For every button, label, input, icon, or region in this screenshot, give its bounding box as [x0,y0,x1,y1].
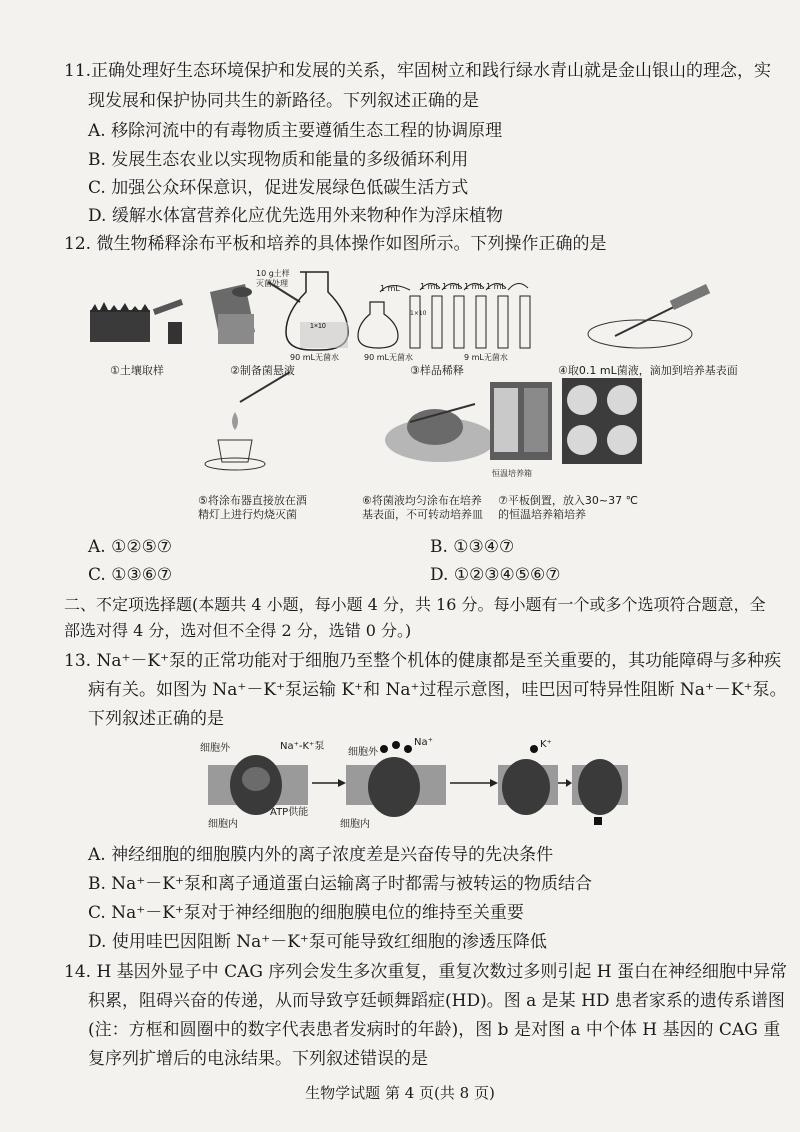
q11-option-b: B. 发展生态农业以实现物质和能量的多级循环利用 [88,150,469,170]
q13-figure [200,735,630,835]
q14-stem-line2: 积累，阻碍兴奋的传递，从而导致亨廷顿舞蹈症(HD)。图 a 是某 HD 患者家系的遗传系谱图 [88,991,785,1011]
na-label: Na⁺ [414,737,433,748]
q12-stem: 12. 微生物稀释涂布平板和培养的具体操作如图所示。下列操作正确的是 [64,234,607,254]
pump-state-3 [498,745,558,815]
incubator-label: 恒温培养箱 [492,469,532,478]
incubator-image [490,378,642,464]
section2-heading-line1: 二、不定项选择题(本题共 4 小题，每小题 4 分，共 16 分。每小题有一个或多个选项符合题意，全 [64,595,766,614]
q13-stem-line2: 病有关。如图为 Na⁺－K⁺泵运输 K⁺和 Na⁺过程示意图，哇巴因可特异性阻断 Na⁺－K⁺泵。 [88,680,787,700]
q13-option-b: B. Na⁺－K⁺泵和离子通道蛋白运输离子时都需与被转运的物质结合 [88,874,592,894]
step2-caption: ②制备菌悬液 [230,364,295,377]
spreading-plate-image [385,404,495,462]
q11-option-d: D. 缓解水体富营养化应优先选用外来物种作为浮床植物 [88,206,503,226]
step1-caption: ①土壤取样 [110,364,164,377]
q14-stem-line4: 复序列扩增后的电泳结果。下列叙述错误的是 [88,1049,428,1069]
step6-caption-line1: ⑥将菌液均匀涂布在培养 [362,494,482,507]
microbe-procedure-diagram [80,262,760,532]
q11-option-c: C. 加强公众环保意识，促进发展绿色低碳生活方式 [88,178,469,198]
q13-stem-line3: 下列叙述正确的是 [88,709,224,729]
inside2-label: 细胞内 [340,819,370,830]
q13-option-d: D. 使用哇巴因阻断 Na⁺－K⁺泵可能导致红细胞的渗透压降低 [88,932,547,952]
q12-option-a: A. ①②⑤⑦ [88,537,173,557]
q14-stem-line3: (注：方框和圆圈中的数字代表患者发病时的年龄)，图 b 是对图 a 中个体 H 基因的 CAG 重 [88,1020,781,1040]
q14-stem-line1: 14. H 基因外显子中 CAG 序列会发生多次重复，重复次数过多则引起 H 蛋白在神经细胞中异常 [64,962,787,982]
page-footer: 生物学试题 第 4 页(共 8 页) [305,1084,495,1102]
na-k-pump-diagram [200,735,630,835]
tubes-water-label: 9 mL无菌水 [464,353,508,362]
q12-option-b: B. ①③④⑦ [430,537,515,557]
outside-label: 细胞外 [200,743,230,754]
q11-stem-line2: 现发展和保护协同共生的新路径。下列叙述正确的是 [88,91,479,111]
transfer-label-5: 1 mL [486,282,506,291]
spreader-flame-image [205,372,290,470]
transfer-label-2: 1 mL [420,282,440,291]
step4-caption: ④取0.1 mL菌液，滴加到培养基表面 [558,364,738,377]
step3-caption: ③样品稀释 [410,364,464,377]
svg-text:1×10: 1×10 [310,323,326,330]
q12-option-c: C. ①③⑥⑦ [88,565,173,585]
step7-caption-line1: ⑦平板倒置，放入30~37 ℃ [498,494,638,507]
dilution-label: 1×10 [410,310,427,317]
step6-caption-line2: 基表面，不可转动培养皿 [362,508,483,521]
soil-sampling-image [90,299,183,344]
pump-label: Na⁺-K⁺泵 [280,741,325,752]
dilution-tubes-image [358,283,530,348]
q11-stem-line1: 11.正确处理好生态环境保护和发展的关系，牢固树立和践行绿水青山就是金山银山的理念，实 [64,61,772,81]
pump-state-4 [572,759,628,825]
q13-option-c: C. Na⁺－K⁺泵对于神经细胞的细胞膜电位的维持至关重要 [88,903,524,923]
transfer-label-3: 1 mL [442,282,462,291]
flask2-water-label: 90 mL无菌水 [364,353,413,362]
k-label: K⁺ [540,739,552,750]
sterile-label: 灭菌处理 [256,279,288,288]
q11-option-a: A. 移除河流中的有毒物质主要遵循生态工程的协调原理 [88,121,503,141]
step5-caption-line2: 精灯上进行灼烧灭菌 [198,508,297,521]
flask-water-label: 90 mL无菌水 [290,353,339,362]
step7-caption-line2: 的恒温培养箱培养 [498,508,586,521]
inside-label: 细胞内 [208,819,238,830]
q13-option-a: A. 神经细胞的细胞膜内外的离子浓度差是兴奋传导的先决条件 [88,845,554,865]
q12-option-d: D. ①②③④⑤⑥⑦ [430,565,561,585]
q13-stem-line1: 13. Na⁺－K⁺泵的正常功能对于细胞乃至整个机体的健康都是至关重要的，其功能障碍与多种疾 [64,651,782,671]
section2-heading-line2: 部选对得 4 分，选对但不全得 2 分，选错 0 分。) [64,621,412,640]
transfer-label-1: 1 mL [380,284,400,293]
pipette-plate-image [588,284,710,348]
outside2-label: 细胞外 [348,747,378,758]
transfer-label-4: 1 mL [464,282,484,291]
atp-label: ATP供能 [270,807,309,818]
step5-caption-line1: ⑤将涂布器直接放在酒 [198,494,307,507]
q12-figure [80,262,760,532]
soil-sample-label: 10 g土样 [256,269,290,278]
